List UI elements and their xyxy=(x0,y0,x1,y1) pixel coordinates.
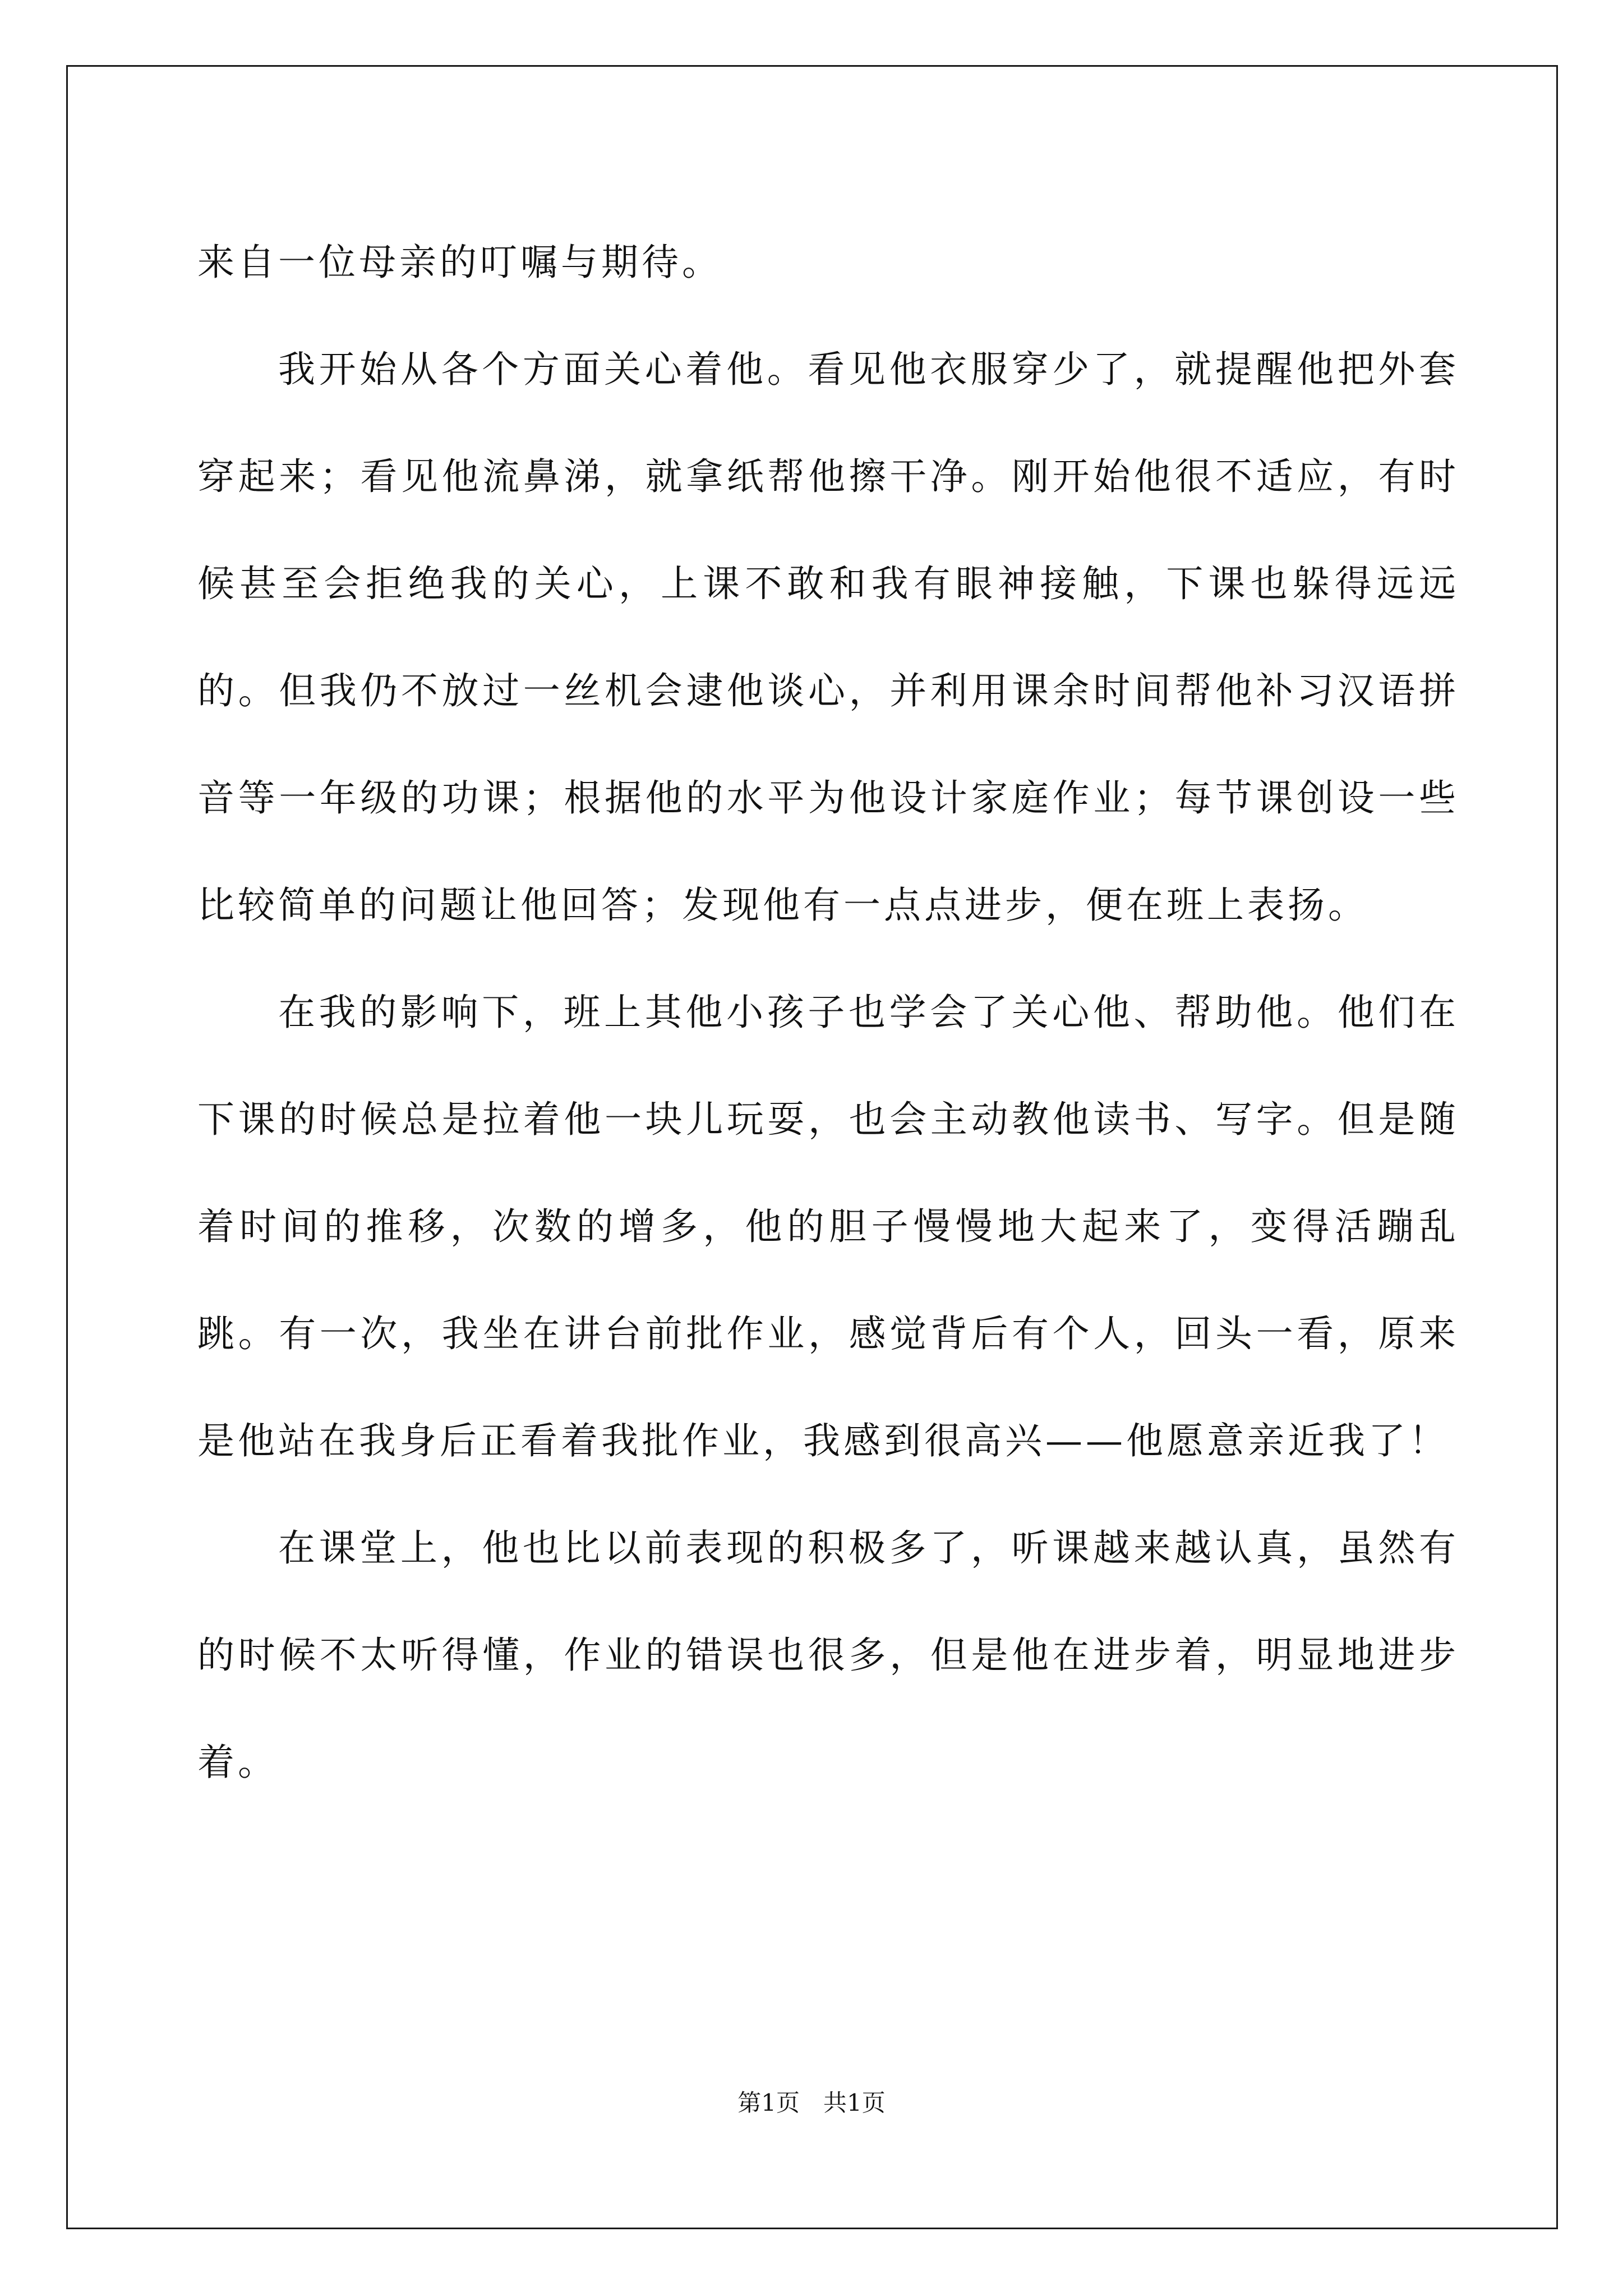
document-body xyxy=(197,209,1459,1816)
paragraph-classmates: 在我的影响下，班上其他小孩子也学会了关心他、帮助他。他们在下课的时候总是拉着他一块儿玩耍，也会主动教他读书、写字。但是随着时间的推移，次数的增多，他的胆子慢慢地大起来了，变得活蹦乱跳。有一次，我坐在讲台前批作业，感觉背后有个人，回头一看，原来是他站在我身后正看着我批作业，我感到很高兴——他愿意亲近我了！ xyxy=(197,991,1459,1462)
paragraph-continuation: 来自一位母亲的叮嘱与期待。 xyxy=(197,241,722,284)
page-footer: 第1页 共1页 xyxy=(737,2089,886,2116)
paragraph-caring: 我开始从各个方面关心着他。看见他衣服穿少了，就提醒他把外套穿起来；看见他流鼻涕，就拿纸帮他擦干净。刚开始他很不适应，有时候甚至会拒绝我的关心，上课不敢和我有眼神接触，下课也躲得远远的。但我仍不放过一丝机会逮他谈心，并利用课余时间帮他补习汉语拼音等一年级的功课；根据他的水平为他设计家庭作业；每节课创设一些比较简单的问题让他回答；发现他有一点点进步，便在班上表扬。 xyxy=(197,348,1459,927)
paragraph-progress: 在课堂上，他也比以前表现的积极多了，听课越来越认真，虽然有的时候不太听得懂，作业的错误也很多，但是他在进步着，明显地进步着。 xyxy=(197,1526,1459,1784)
